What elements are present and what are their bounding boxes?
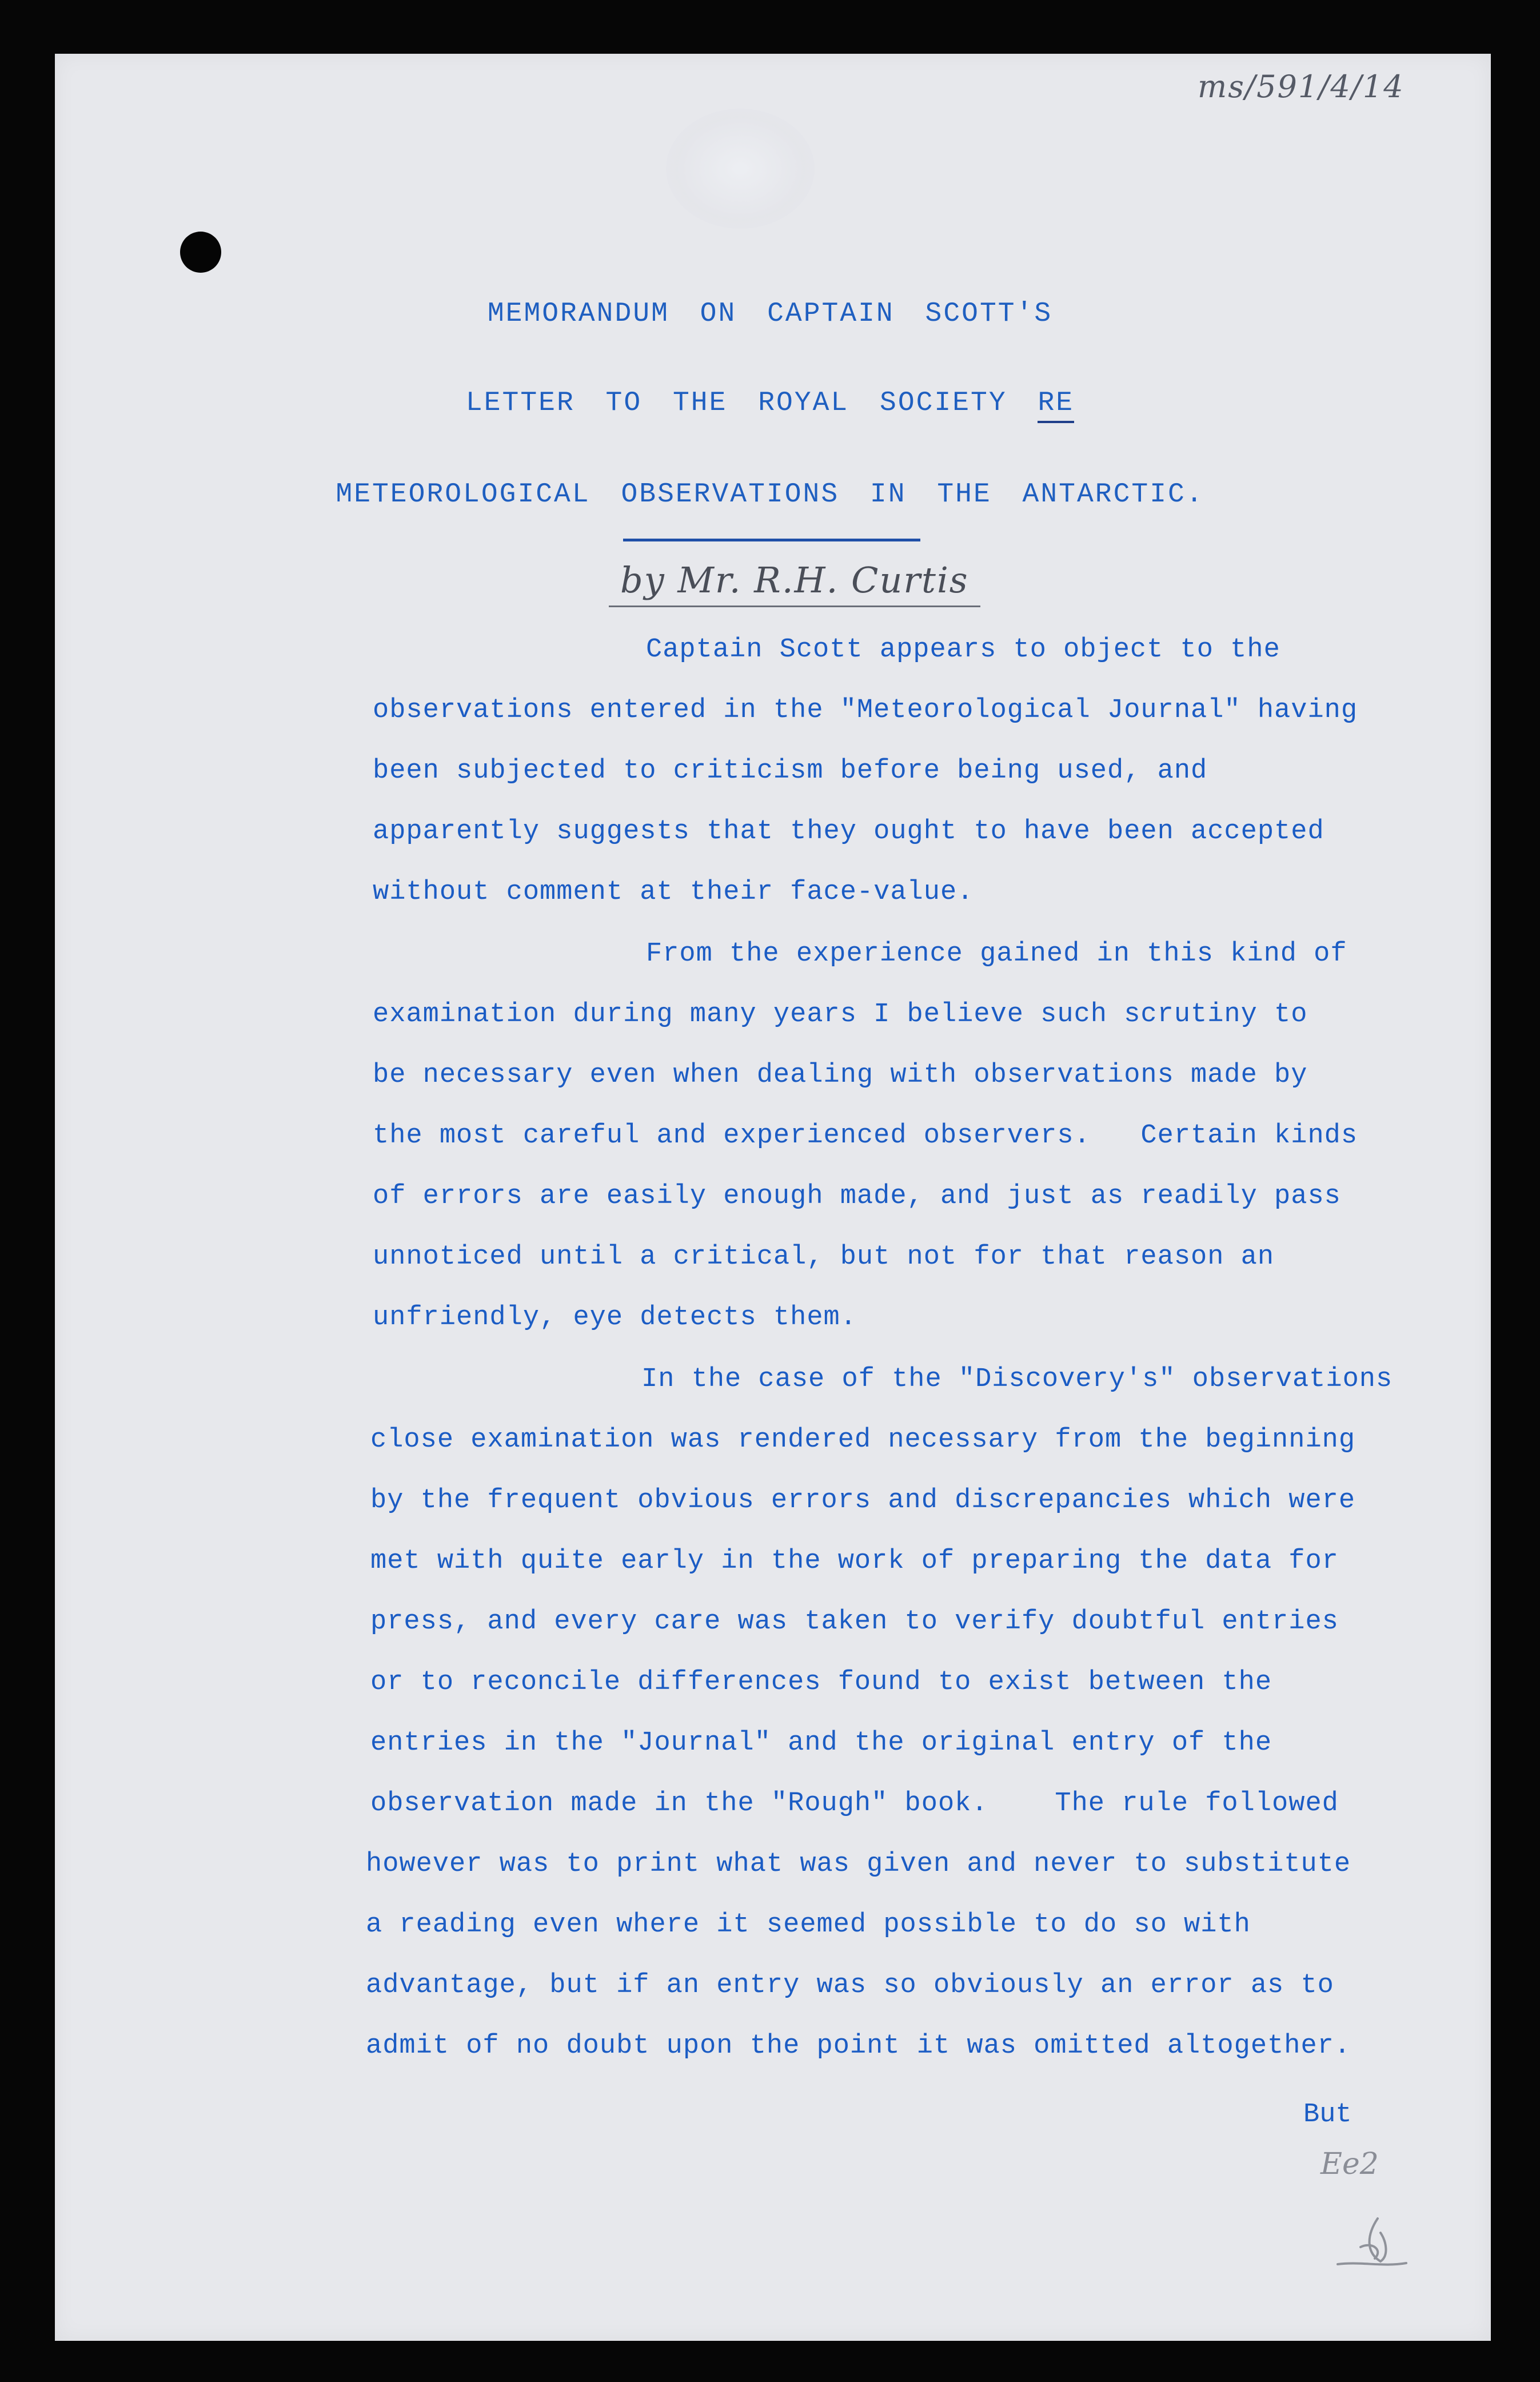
title-rule	[623, 539, 920, 541]
body-line: Captain Scott appears to object to the	[646, 635, 1280, 665]
archive-reference: ms/591/4/14	[1198, 69, 1405, 105]
body-line: In the case of the "Discovery's" observations	[641, 1364, 1393, 1395]
body-line: or to reconcile differences found to exist between the	[370, 1667, 1272, 1698]
pencil-scribble-icon	[1326, 2207, 1418, 2276]
body-line: examination during many years I believe such scrutiny to	[373, 999, 1308, 1030]
body-line: of errors are easily enough made, and just as readily pass	[373, 1181, 1341, 1212]
body-line: observations entered in the "Meteorological Journal" having	[373, 695, 1358, 726]
body-line: the most careful and experienced observers. Certain kinds	[373, 1121, 1358, 1151]
body-line: entries in the "Journal" and the original entry of the	[370, 1728, 1272, 1758]
body-line: admit of no doubt upon the point it was omitted altogether.	[366, 2031, 1351, 2061]
title-re: RE	[1038, 388, 1074, 423]
body-line: apparently suggests that they ought to have been accepted	[373, 816, 1324, 847]
title-line-3: METEOROLOGICAL OBSERVATIONS IN THE ANTARCTIC.	[336, 479, 1204, 510]
body-line: be necessary even when dealing with observations made by	[373, 1060, 1308, 1090]
body-line: From the experience gained in this kind of	[646, 939, 1347, 969]
body-line: been subjected to criticism before being used, and	[373, 756, 1208, 786]
body-line: a reading even where it seemed possible to do so with	[366, 1910, 1251, 1940]
handwritten-author-note: by Mr. R.H. Curtis	[609, 559, 980, 607]
body-line: without comment at their face-value.	[373, 877, 974, 907]
catchword: But	[1303, 2100, 1352, 2130]
body-line: met with quite early in the work of preparing the data for	[370, 1546, 1339, 1576]
body-line: by the frequent obvious errors and discrepancies which were	[370, 1485, 1356, 1516]
body-line: press, and every care was taken to verify doubtful entries	[370, 1607, 1339, 1637]
body-line: observation made in the "Rough" book. The rule followed	[370, 1789, 1339, 1819]
title-line-2	[0, 388, 1540, 419]
pencil-page-mark: Ee2	[1320, 2147, 1379, 2181]
body-line: unnoticed until a critical, but not for that reason an	[373, 1242, 1275, 1272]
title-line-2-text: LETTER TO THE ROYAL SOCIETY	[465, 388, 1007, 419]
title-line-1: MEMORANDUM ON CAPTAIN SCOTT'S	[487, 298, 1053, 329]
body-line: however was to print what was given and never to substitute	[366, 1849, 1351, 1879]
punch-hole	[180, 232, 221, 273]
embossed-seal	[666, 109, 815, 229]
body-line: close examination was rendered necessary from the beginning	[370, 1425, 1356, 1455]
body-line: advantage, but if an entry was so obviously an error as to	[366, 1970, 1334, 2001]
body-line: unfriendly, eye detects them.	[373, 1302, 857, 1333]
